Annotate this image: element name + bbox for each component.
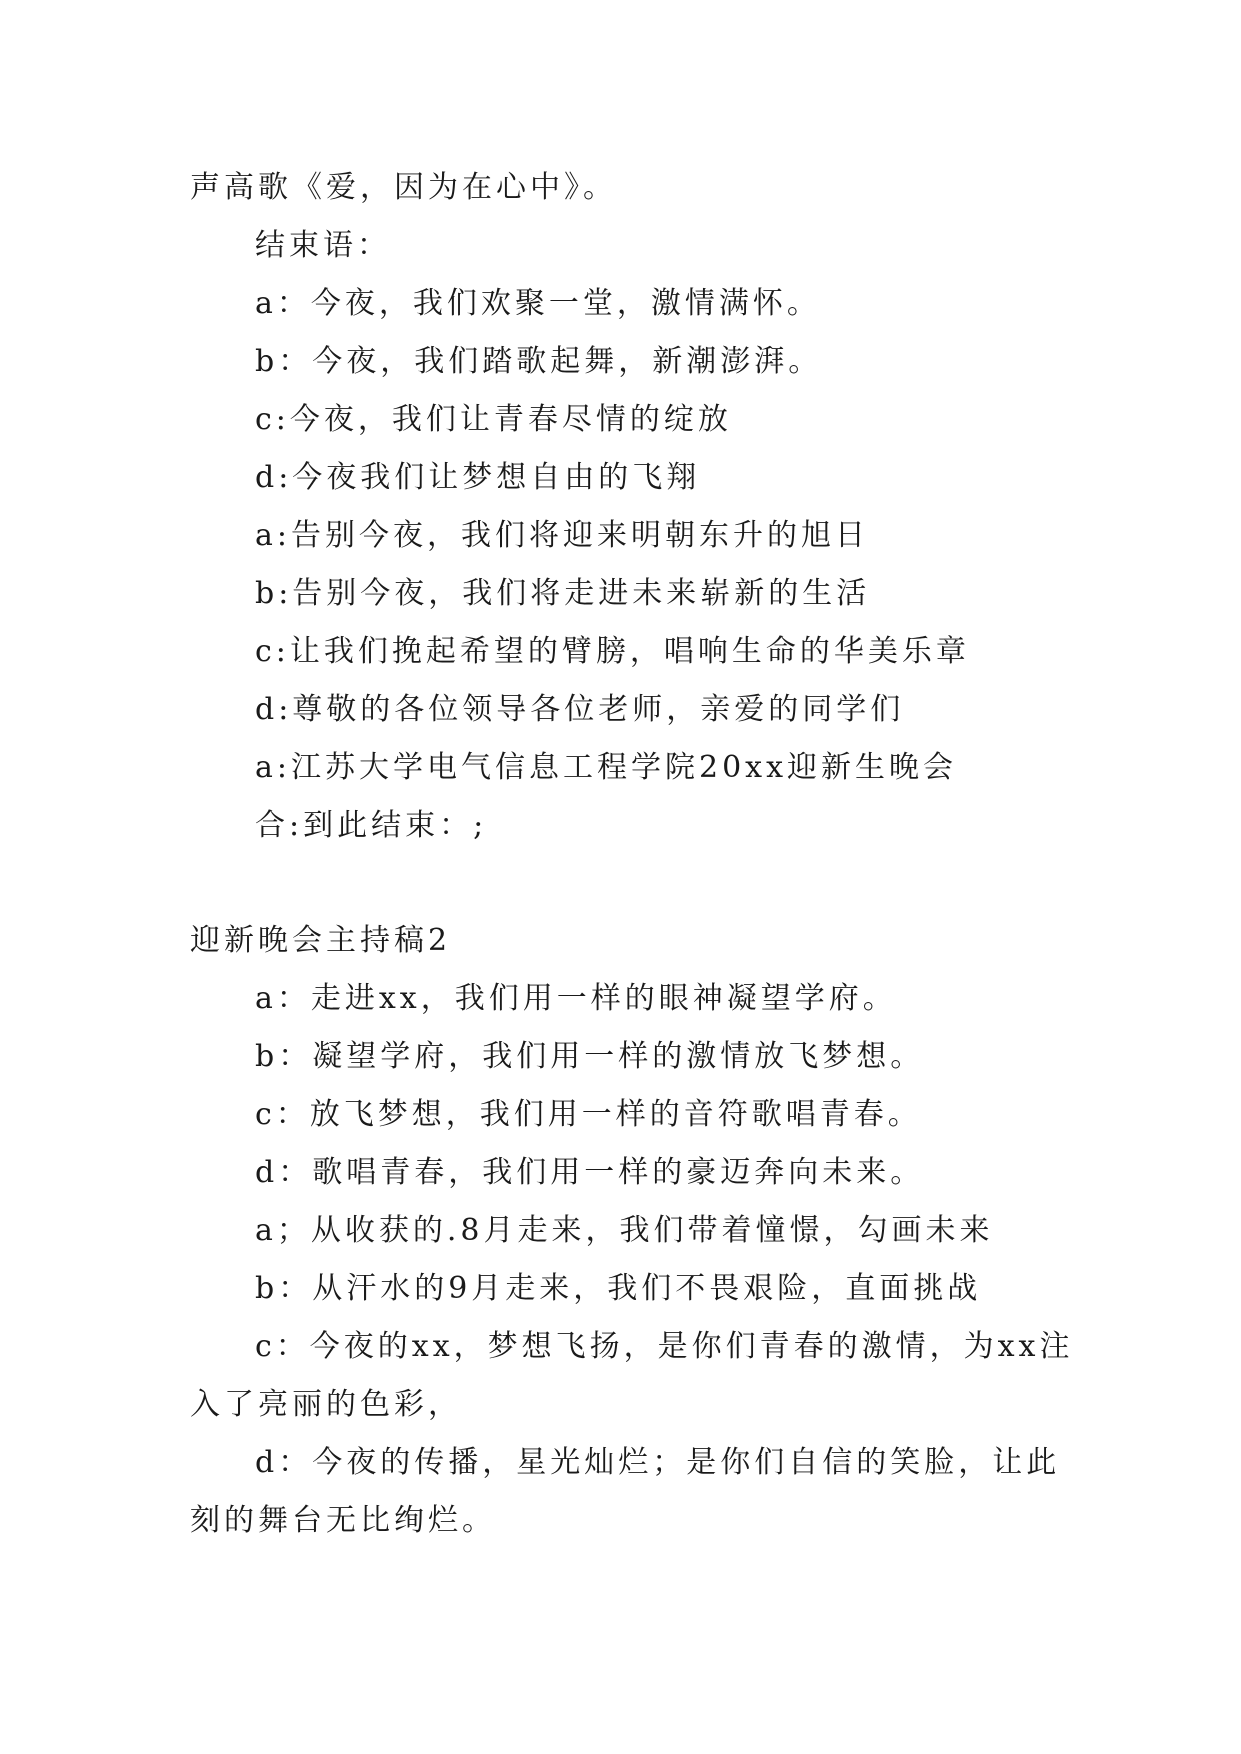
- paragraph-line: 声高歌《爱，因为在心中》。: [190, 170, 617, 205]
- dialogue-line: c:今夜，我们让青春尽情的绽放: [255, 402, 732, 437]
- dialogue-line: a：今夜，我们欢聚一堂，激情满怀。: [255, 286, 821, 321]
- dialogue-line: c:让我们挽起希望的臂膀，唱响生命的华美乐章: [255, 634, 970, 669]
- dialogue-line: c：今夜的xx，梦想飞扬，是你们青春的激情，为xx注: [255, 1329, 1074, 1364]
- closing-heading: 结束语：: [255, 228, 391, 263]
- dialogue-line: a:江苏大学电气信息工程学院20xx迎新生晚会: [255, 750, 958, 785]
- dialogue-line: b：今夜，我们踏歌起舞，新潮澎湃。: [255, 344, 823, 379]
- dialogue-line-continued: 刻的舞台无比绚烂。: [190, 1503, 496, 1538]
- dialogue-line: c：放飞梦想，我们用一样的音符歌唱青春。: [255, 1097, 922, 1132]
- dialogue-line: d：今夜的传播，星光灿烂；是你们自信的笑脸，让此: [255, 1445, 1061, 1480]
- dialogue-line: a:告别今夜，我们将迎来明朝东升的旭日: [255, 518, 869, 553]
- dialogue-line: b：凝望学府，我们用一样的激情放飞梦想。: [255, 1039, 925, 1074]
- dialogue-line-continued: 入了亮丽的色彩，: [190, 1387, 462, 1422]
- section-title: 迎新晚会主持稿2: [190, 923, 452, 958]
- dialogue-line: b:告别今夜，我们将走进未来崭新的生活: [255, 576, 871, 611]
- dialogue-line: a；从收获的.8月走来，我们带着憧憬，勾画未来: [255, 1213, 994, 1248]
- dialogue-line: 合:到此结束：;: [255, 808, 488, 843]
- dialogue-line: d:尊敬的各位领导各位老师，亲爱的同学们: [255, 692, 905, 727]
- dialogue-line: d：歌唱青春，我们用一样的豪迈奔向未来。: [255, 1155, 925, 1190]
- dialogue-line: d:今夜我们让梦想自由的飞翔: [255, 460, 701, 495]
- dialogue-line: b：从汗水的9月走来，我们不畏艰险，直面挑战: [255, 1271, 982, 1306]
- dialogue-line: a：走进xx，我们用一样的眼神凝望学府。: [255, 981, 897, 1016]
